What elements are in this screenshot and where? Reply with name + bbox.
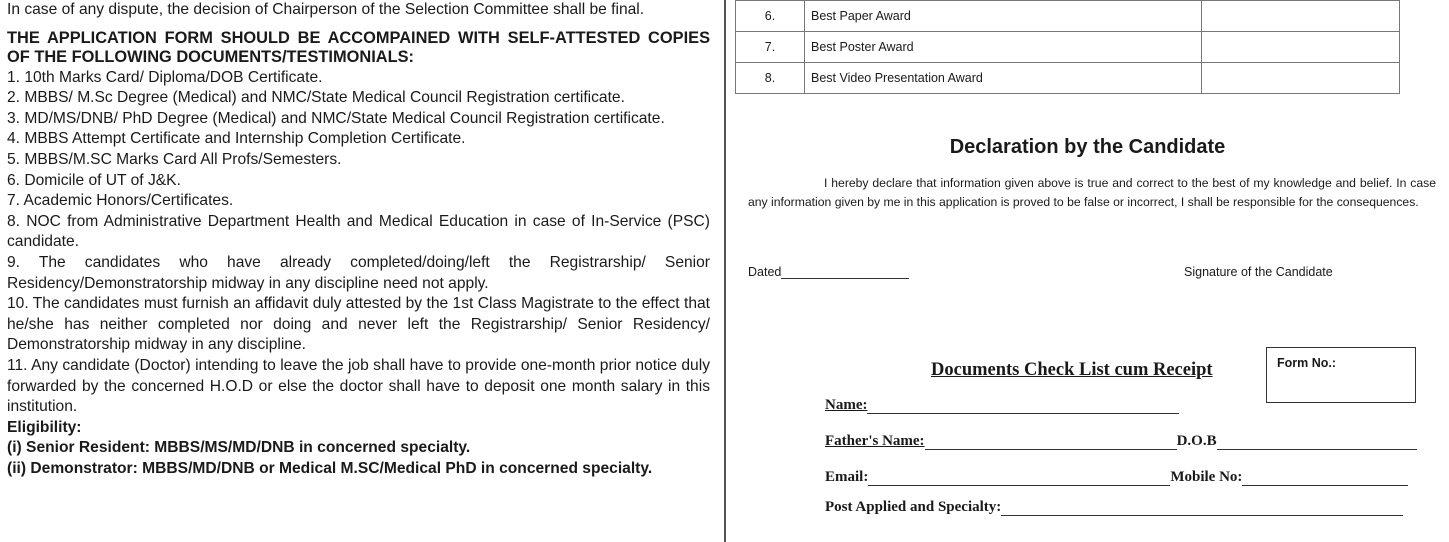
- email-label: Email:: [825, 469, 869, 485]
- eligibility-demonstrator: (ii) Demonstrator: MBBS/MD/DNB or Medical M.SC/Medical PhD in concerned specialty.: [7, 459, 653, 477]
- document-item: 8. NOC from Administrative Department Health and Medical Education in case of In-Service (PSC) candidate.: [7, 212, 710, 251]
- award-name: Best Video Presentation Award: [805, 63, 1202, 94]
- award-name: Best Poster Award: [805, 32, 1202, 63]
- document-item: 6. Domicile of UT of J&K.: [7, 171, 181, 189]
- signature-label: Signature of the Candidate: [1184, 265, 1333, 279]
- father-name-field: [825, 433, 1417, 450]
- table-row: [736, 32, 1400, 63]
- father-name-line[interactable]: [925, 448, 1177, 450]
- award-number: 8.: [736, 63, 805, 94]
- document-item: 1. 10th Marks Card/ Diploma/DOB Certificate.: [7, 68, 323, 86]
- post-field: [825, 499, 1403, 516]
- receipt-title: Documents Check List cum Receipt: [931, 360, 1213, 380]
- document-item: 3. MD/MS/DNB/ PhD Degree (Medical) and NMC/State Medical Council Registration certificate.: [7, 109, 665, 127]
- award-number: 6.: [736, 1, 805, 32]
- dated-line[interactable]: [781, 278, 909, 279]
- document-item: 9. The candidates who have already completed/doing/left the Registrarship/ Senior Residency/Demonstratorship midway in any discipline need not apply.: [7, 253, 710, 292]
- instructions-column: [7, 0, 710, 479]
- mobile-line[interactable]: [1242, 484, 1408, 486]
- form-number-box[interactable]: [1266, 347, 1416, 403]
- eligibility-senior-resident: (i) Senior Resident: MBBS/MS/MD/DNB in concerned specialty.: [7, 439, 471, 457]
- name-field: [825, 397, 1179, 414]
- post-line[interactable]: [1001, 514, 1403, 516]
- email-line[interactable]: [868, 484, 1170, 486]
- award-name: Best Paper Award: [805, 1, 1202, 32]
- document-item: 4. MBBS Attempt Certificate and Internship Completion Certificate.: [7, 130, 466, 148]
- email-field: [825, 469, 1408, 486]
- award-cell-empty[interactable]: [1202, 32, 1400, 63]
- father-name-label: Father's Name:: [825, 433, 925, 449]
- document-item: 10. The candidates must furnish an affidavit duly attested by the 1st Class Magistrate to the effect that he/she has neither completed nor doing and never left the Registrarship/ Senior Residency/ Demonstratorship midway in any discipline.: [7, 295, 710, 354]
- dob-line[interactable]: [1217, 448, 1417, 450]
- dob-label: D.O.B: [1176, 433, 1217, 449]
- declaration-text: I hereby declare that information given above is true and correct to the best of my knowledge and belief. In case any information given by me in this application is proved to be false or incorrect, I shall be responsible for the consequences.: [748, 176, 1436, 209]
- document-item: 5. MBBS/M.SC Marks Card All Profs/Semesters.: [7, 150, 342, 168]
- documents-heading: THE APPLICATION FORM SHOULD BE ACCOMPAINED WITH SELF-ATTESTED COPIES OF THE FOLLOWING DOCUMENTS/TESTIMONIALS:: [7, 28, 710, 66]
- dated-label: Dated: [748, 265, 782, 279]
- document-item: 7. Academic Honors/Certificates.: [7, 192, 234, 210]
- name-label: Name:: [825, 397, 868, 413]
- table-row: [736, 1, 1400, 32]
- post-label: Post Applied and Specialty:: [825, 499, 1002, 515]
- table-row: [736, 63, 1400, 94]
- mobile-label: Mobile No:: [1170, 469, 1243, 485]
- document-item: 11. Any candidate (Doctor) intending to leave the job shall have to provide one-month prior notice duly forwarded by the concerned H.O.D or else the doctor shall have to deposit one month salary in this institution.: [7, 356, 710, 416]
- award-cell-empty[interactable]: [1202, 1, 1400, 32]
- award-cell-empty[interactable]: [1202, 63, 1400, 94]
- awards-table: [735, 0, 1400, 94]
- declaration-title: Declaration by the Candidate: [949, 136, 1226, 158]
- form-column: [726, 0, 1449, 542]
- document-item: 2. MBBS/ M.Sc Degree (Medical) and NMC/State Medical Council Registration certificate.: [7, 89, 625, 107]
- dated-field: [748, 265, 909, 279]
- name-line[interactable]: [867, 412, 1179, 414]
- dispute-note: In case of any dispute, the decision of Chairperson of the Selection Committee shall be final.: [7, 1, 645, 18]
- form-number-label: Form No.:: [1277, 356, 1337, 370]
- award-number: 7.: [736, 32, 805, 63]
- eligibility-label: Eligibility:: [7, 418, 82, 436]
